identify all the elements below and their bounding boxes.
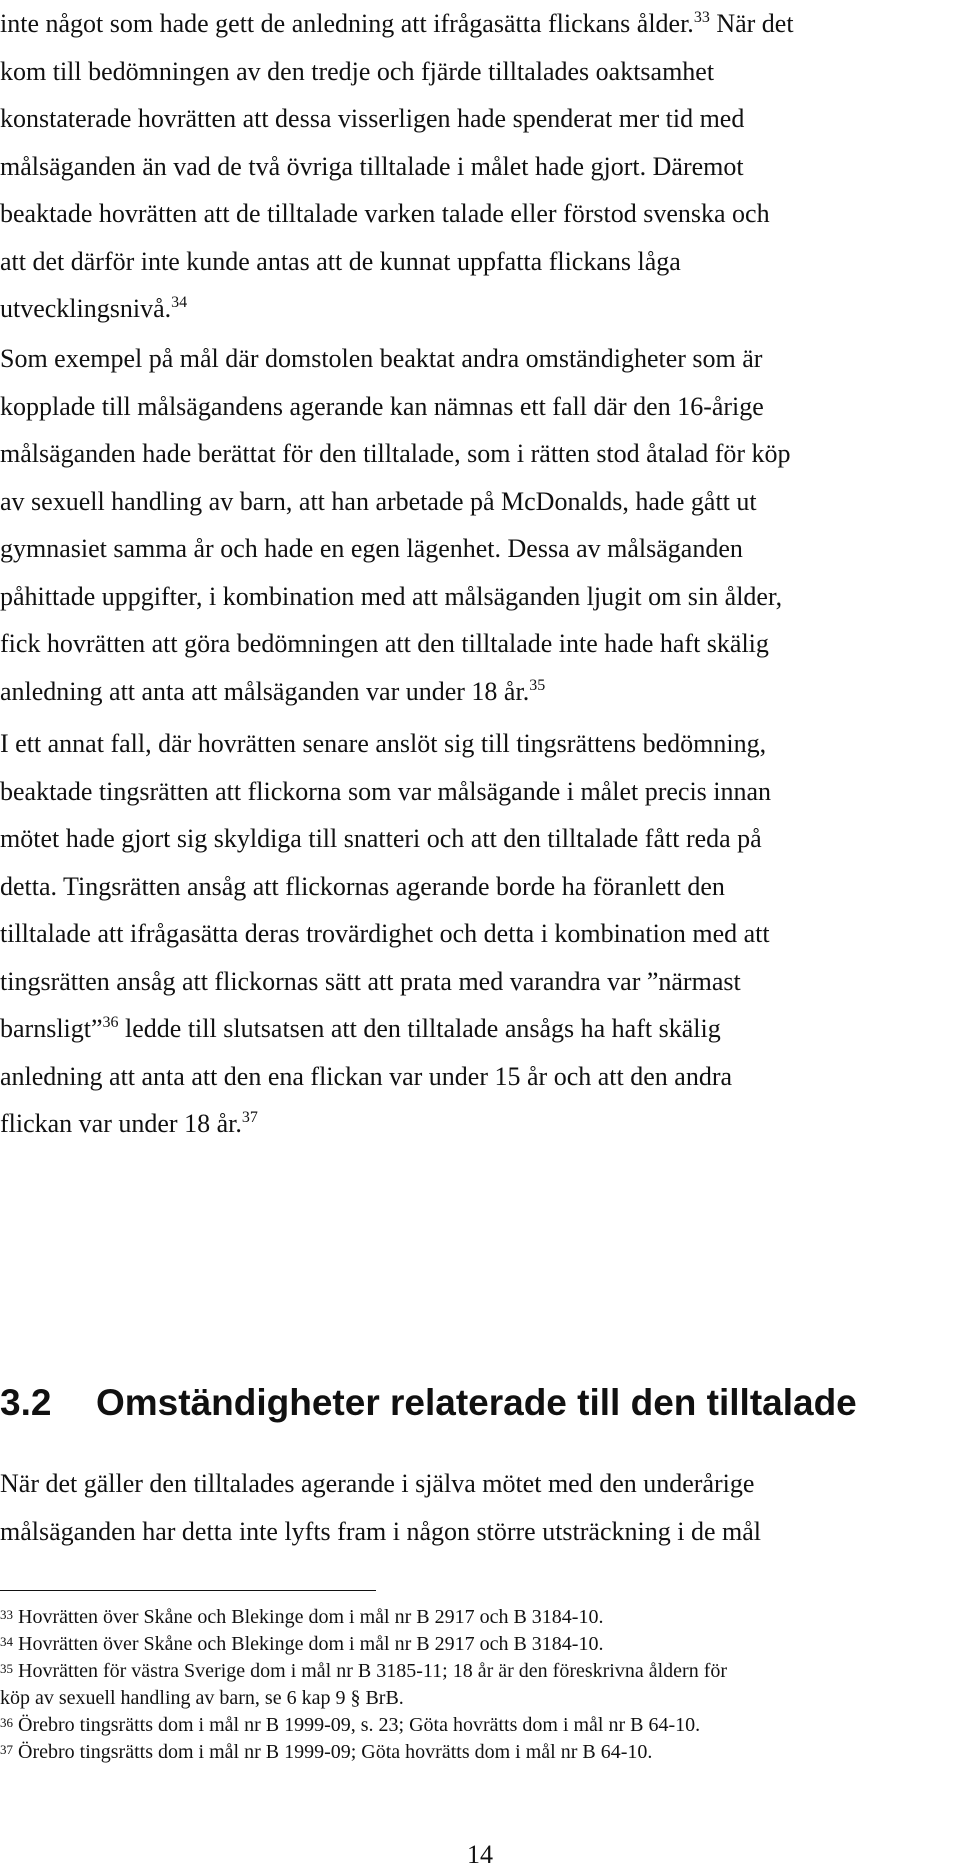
paragraph-1: [0, 0, 960, 333]
p2-line-5: gymnasiet samma år och hade en egen lägenhet. Dessa av målsäganden: [0, 534, 743, 563]
p3-line-7: barnsligt”$^{36}$ ledde till slutsatsen att den tilltalade ansågs ha haft skälig: [0, 1014, 721, 1043]
footnotes: [0, 1604, 960, 1766]
p2-line-1: Som exempel på mål där domstolen beaktat andra omständigheter som är: [0, 344, 763, 373]
footnote-34: $^{34}$ Hovrätten över Skåne och Blekinge dom i mål nr B 2917 och B 3184-10.: [0, 1633, 604, 1655]
footnote-33: $^{33}$ Hovrätten över Skåne och Blekinge dom i mål nr B 2917 och B 3184-10.: [0, 1606, 604, 1628]
p2-line-3: målsäganden hade berättat för den tilltalade, som i rätten stod åtalad för köp: [0, 439, 791, 468]
p1-line-7: utvecklingsnivå.$^{34}$: [0, 294, 188, 323]
p3-line-3: mötet hade gjort sig skyldiga till snatteri och att den tilltalade fått reda på: [0, 824, 762, 853]
p3-line-8: anledning att anta att den ena flickan var under 15 år och att den andra: [0, 1061, 733, 1091]
p3-line-1: I ett annat fall, där hovrätten senare anslöt sig till tingsrättens bedömning,: [0, 729, 767, 758]
p1-line-6: att det därför inte kunde antas att de kunnat uppfatta flickans låga: [0, 246, 681, 276]
p4-line-2: målsäganden har detta inte lyfts fram i någon större utsträckning i de mål: [0, 1516, 761, 1546]
p3-line-6: tingsrätten ansåg att flickornas sätt att prata med varandra var ”närmast: [0, 966, 741, 996]
p1-line-2: kom till bedömningen av den tredje och fjärde tilltalades oaktsamhet: [0, 56, 715, 86]
p2-line-2: kopplade till målsägandens agerande kan nämnas ett fall där den 16-årige: [0, 391, 764, 421]
p1-line-3: konstaterade hovrätten att dessa visserligen hade spenderat mer tid med: [0, 104, 745, 133]
footnote-ref-34[interactable]: 34: [171, 294, 188, 311]
footnote-35: $^{35}$ Hovrätten för västra Sverige dom i mål nr B 3185-11; 18 år är den föreskrivna åldern för: [0, 1660, 728, 1682]
footnote-37: $^{37}$ Örebro tingsrätts dom i mål nr B 1999-09; Göta hovrätts dom i mål nr B 64-10.: [0, 1741, 653, 1763]
p3-line-9: flickan var under 18 år.$^{37}$: [0, 1109, 258, 1138]
p1-line-4: målsäganden än vad de två övriga tilltalade i målet hade gjort. Däremot: [0, 151, 744, 181]
section-number: 3.2: [0, 1382, 52, 1423]
p2-line-8: anledning att anta att målsäganden var under 18 år.$^{35}$: [0, 676, 546, 706]
footnote-ref-33[interactable]: 33: [693, 9, 710, 26]
p3-line-2: beaktade tingsrätten att flickorna som var målsägande i målet precis innan: [0, 776, 772, 806]
section-heading: [0, 1378, 960, 1428]
p3-line-4: detta. Tingsrätten ansåg att flickornas agerande borde ha föranlett den: [0, 871, 725, 901]
section-title: Omständigheter relaterade till den tilltalade: [96, 1382, 857, 1423]
footnote-separator: [0, 1590, 376, 1591]
paragraph-2: [0, 335, 960, 715]
p1-line-5: beaktade hovrätten att de tilltalade varken talade eller förstod svenska och: [0, 199, 770, 228]
footnote-ref-37[interactable]: 37: [241, 1109, 258, 1126]
footnote-ref-36[interactable]: 36: [102, 1014, 119, 1031]
p2-line-4: av sexuell handling av barn, att han arbetade på McDonalds, hade gått ut: [0, 486, 757, 516]
footnote-ref-35[interactable]: 35: [529, 676, 546, 694]
footnote-36: $^{36}$ Örebro tingsrätts dom i mål nr B 1999-09, s. 23; Göta hovrätts dom i mål nr B 64-10.: [0, 1714, 701, 1736]
p4-line-1: När det gäller den tilltalades agerande i själva mötet med den underårige: [0, 1469, 755, 1498]
p1-line-1: inte något som hade gett de anledning att ifrågasätta flickans ålder.$^{33}$ När det: [0, 9, 794, 38]
footnote-35-continuation: köp av sexuell handling av barn, se 6 kap 9 § BrB.: [0, 1687, 404, 1709]
paragraph-3: [0, 720, 960, 1148]
p2-line-7: fick hovrätten att göra bedömningen att den tilltalade inte hade haft skälig: [0, 629, 769, 658]
p2-line-6: påhittade uppgifter, i kombination med att målsäganden ljugit om sin ålder,: [0, 581, 783, 611]
paragraph-4: [0, 1460, 960, 1555]
page-number: 14: [467, 1840, 493, 1869]
p3-line-5: tilltalade att ifrågasätta deras trovärdighet och detta i kombination med att: [0, 919, 770, 948]
